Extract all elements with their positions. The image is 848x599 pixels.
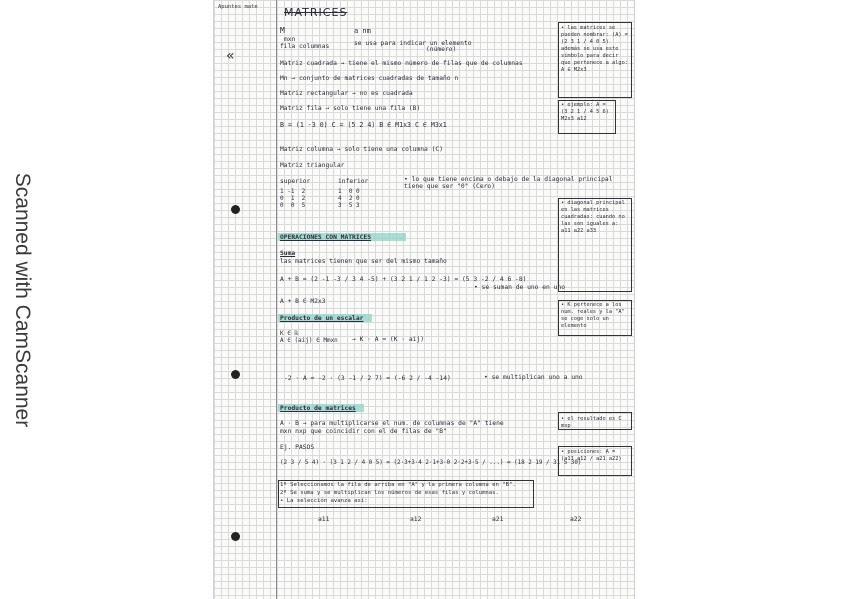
step-2: 2º Se suma y se multiplican los números de esas filas y columnas. [280, 490, 499, 496]
operations-heading: OPERACIONES CON MATRICES [280, 234, 371, 241]
scalar-example: -2 · A = -2 · (3 -1 / 2 7) = (-6 2 / -4 -14) [284, 375, 451, 382]
margin-line [276, 0, 277, 599]
sidebar-note: • ejemplo: A = (3 2 1 / 4 5 6) M2x3 a12 [561, 102, 609, 122]
punch-hole [231, 532, 240, 541]
camscanner-watermark [0, 0, 44, 599]
scalar-def: K ∈ ℝ A ∈ (aij) ∈ Mmxn [280, 330, 338, 344]
selection-a12: a12 [410, 516, 422, 523]
sidebar-note: • diagonal principal en las matrices cuadradas: cuando no las son iguales a: a11 a22 a33 [561, 200, 625, 234]
sidebar-note: • las matrices se pueden nombrar: (A) = (2 3 1 / 4 0 5) además se usa este símbolo para decir que pertenece a algo: A ∈ M2x3 [561, 25, 628, 73]
def-triangular: Matriz triangular [280, 162, 345, 169]
step-1: 1º Seleccionamos la fila de arriba en "A" y la primera columna en "B". [280, 482, 516, 488]
triangular-note: • lo que tiene encima o debajo de la diagonal principal tiene que ser "0" (Cero) [404, 176, 613, 190]
sidebar-note: • el resultado es C mxp [561, 416, 622, 429]
superior-label: superior [280, 178, 311, 185]
intro-anm: a nm [354, 27, 371, 35]
matrix-product-heading: Producto de matrices [280, 405, 356, 412]
inferior-label: inferior [338, 178, 369, 185]
punch-hole [231, 205, 240, 214]
intro-filas: fila columnas [280, 43, 330, 50]
page-title: MATRICES [284, 6, 348, 19]
punch-hole [231, 370, 240, 379]
selection-a11: a11 [318, 516, 330, 523]
watermark-text: Scanned with CamScanner [11, 172, 35, 427]
corner-note: Apuntes mate [218, 4, 258, 10]
def-example: B = (1 -3 0) C = (5 2 4) B ∈ M1x3 C ∈ M3x1 [280, 121, 447, 129]
def-cuadrada: Matriz cuadrada → tiene el mismo número de filas que de columnas [280, 60, 523, 67]
inferior-matrix: 1 0 0 4 2 0 3 5 3 [338, 188, 360, 209]
scalar-note: • se multiplican uno a uno [484, 374, 583, 381]
product-example: (2 3 / 5 4) · (3 1 2 / 4 0 5) = (2·3+3·4 2·1+3·0 2·2+3·5 / ...) = (18 2 19 / 31 5 30) [280, 460, 582, 466]
superior-matrix: 1 -1 2 0 1 2 0 0 5 [280, 188, 306, 209]
notebook-page [213, 0, 635, 599]
intro-mxn: mxn [284, 36, 296, 43]
intro-numero: (número) [426, 46, 457, 53]
matrix-product-rule: A · B → para multiplicarse el num. de columnas de "A" tiene [280, 420, 504, 427]
def-mn: Mn → conjunto de matrices cuadradas de tamaño n [280, 75, 459, 82]
sum-example: A + B = (2 -1 -3 / 3 4 -5) + (3 2 1 / 1 2 -3) = (5 3 -2 / 4 6 -8) [280, 276, 527, 283]
sum-rule: las matrices tienen que ser del mismo tamaño [280, 258, 447, 265]
def-rectangular: Matriz rectangular → no es cuadrada [280, 90, 413, 97]
def-columna: Matriz columna → solo tiene una columna (C) [280, 146, 444, 153]
scalar-heading: Producto de un escalar [280, 315, 364, 322]
sum-note: • se suman de uno en uno [474, 284, 565, 291]
intro-m: M [280, 26, 285, 35]
sidebar-note: • K pertenece a los num. reales y la "A" se coge solo un elemento [561, 302, 625, 329]
selection-a21: a21 [492, 516, 504, 523]
selection-a22: a22 [570, 516, 582, 523]
matrix-product-rule2: mxn nxp que coincidir con el de filas de "B" [280, 428, 447, 435]
sidebar-note: • posiciones: A = (a11 a12 / a21 a22) [561, 449, 622, 462]
margin-arrow-icon: « [226, 48, 235, 64]
def-fila: Matriz fila → solo tiene una fila (B) [280, 105, 421, 112]
step-3: • La selección avanza así: [280, 498, 368, 504]
sum-heading: Suma [280, 250, 296, 257]
scalar-rule: → K · A = (K · aij) [352, 336, 425, 343]
steps-label: Ej. PASOS [280, 444, 315, 451]
intro-elemento: se usa para indicar un elemento [354, 40, 472, 47]
sum-membership: A + B ∈ M2x3 [280, 298, 326, 305]
